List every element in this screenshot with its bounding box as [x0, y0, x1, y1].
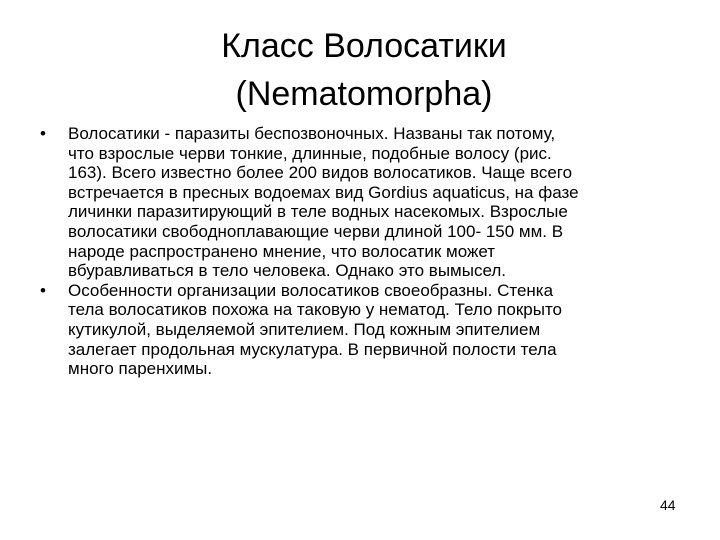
bullet-1-line-6: волосатики свободноплавающие черви длиной 100- 150 мм. В [68, 221, 564, 241]
slide-title [0, 22, 720, 118]
bullet-2-line-3: кутикулой, выделяемой эпителием. Под кожным эпителием [68, 319, 541, 339]
bullet-2-line-5: много паренхимы. [68, 359, 213, 379]
bullet-2-line-4: залегает продольная мускулатура. В первичной полости тела [68, 339, 557, 359]
bullet-marker: • [40, 124, 46, 143]
bullet-1-line-1: Волосатики - паразиты беспозвоночных. Названы так потому, [68, 124, 556, 143]
bullet-item-1 [38, 124, 678, 281]
slide-title-line-1: Класс Волосатики [221, 27, 507, 65]
bullet-2-line-1: Особенности организации волосатиков своеобразны. Стенка [68, 280, 554, 300]
bullet-1-line-4: встречается в пресных водоемах вид Gordius aquaticus, на фазе [68, 182, 579, 202]
bullet-1-line-5: личинки паразитирующий в теле водных насекомых. Взрослые [68, 202, 568, 222]
bullet-1-line-3: 163). Всего известно более 200 видов волосатиков. Чаще всего [68, 163, 573, 183]
bullet-1-line-7: народе распространено мнение, что волосатик может [68, 241, 496, 261]
slide-title-line-2: (Nematomorpha) [235, 75, 493, 113]
bullet-1-line-2: что взрослые черви тонкие, длинные, подобные волосу (рис. [68, 143, 552, 163]
bullet-2-line-2: тела волосатиков похожа на таковую у нематод. Тело покрыто [68, 300, 562, 320]
page-number: 44 [660, 497, 676, 513]
bullet-marker: • [40, 280, 46, 300]
bullet-1-line-8: вбуравливаться в тело человека. Однако это вымысел. [68, 261, 506, 281]
bullet-list [38, 124, 678, 379]
bullet-item-2 [38, 281, 678, 379]
